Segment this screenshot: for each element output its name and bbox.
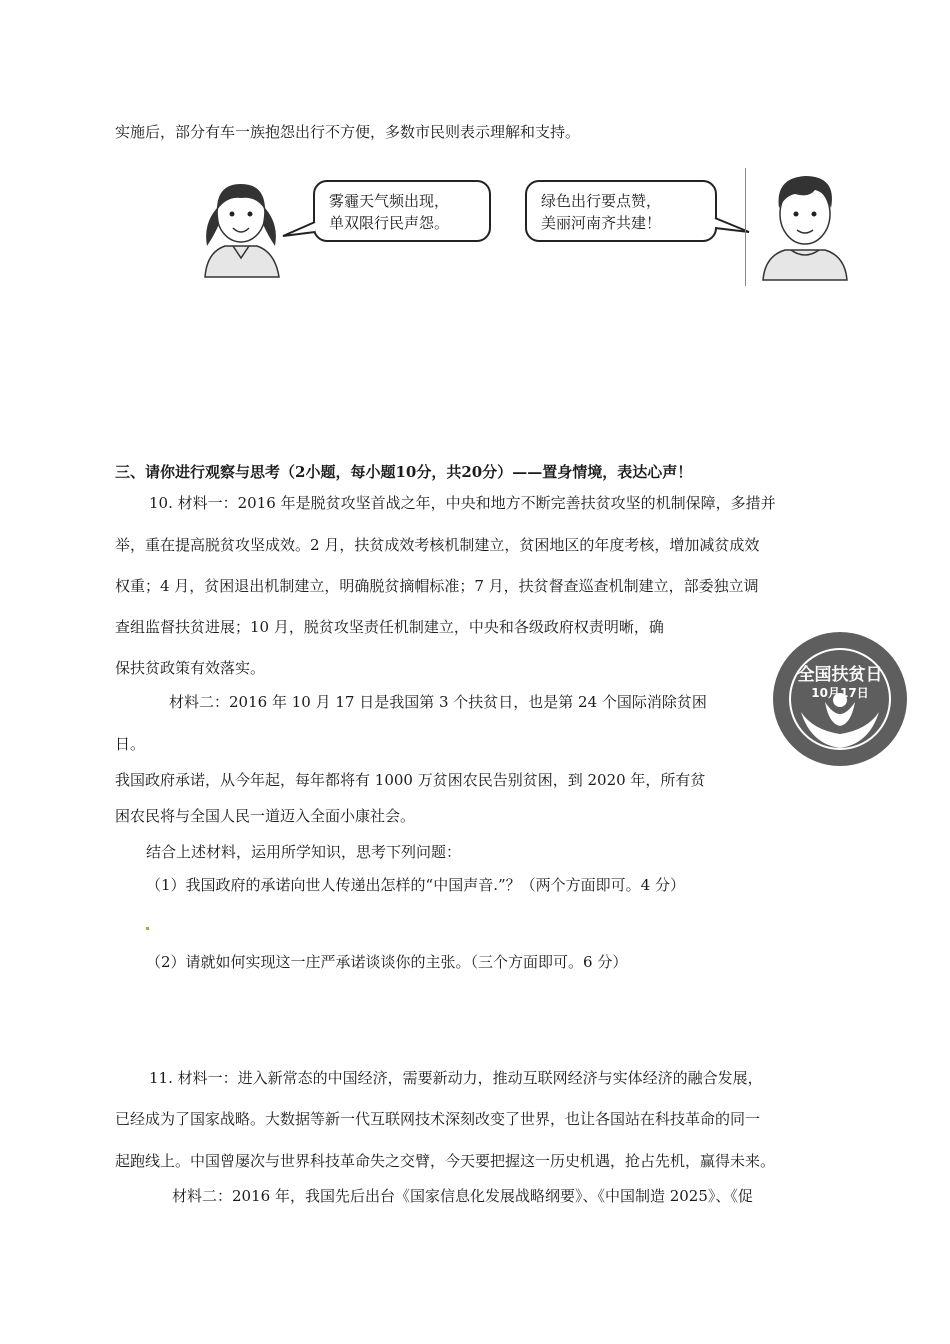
- q11-line-4: 材料二：2016 年，我国先后出台《国家信息化发展战略纲要》、《中国制造 2025》、《促: [172, 1187, 753, 1205]
- seal-title: 全国扶贫日: [797, 665, 883, 685]
- q11-line-1: 11. 材料一：进入新常态的中国经济，需要新动力，推动互联网经济与实体经济的融合发展，: [149, 1069, 763, 1087]
- q11-line-2: 已经成为了国家战略。大数据等新一代互联网技术深刻改变了世界，也让各国站在科技革命的同一: [115, 1110, 761, 1128]
- seal-date: 10月17日: [811, 686, 869, 700]
- boy-speech-bubble: [525, 180, 717, 242]
- q11-line-3: 起跑线上。中国曾屡次与世界科技革命失之交臂，今天要把握这一历史机遇，抢占先机，赢得未来。: [115, 1152, 776, 1170]
- q10-question-2: （2）请就如何实现这一庄严承诺谈谈你的主张。（三个方面即可。6 分）: [146, 953, 628, 971]
- girl-bubble-tail: [281, 220, 321, 240]
- comic-illustration: [195, 168, 860, 288]
- section-heading: 三、请你进行观察与思考（2小题，每小题10分，共20分）——置身情境，表达心声！: [115, 463, 693, 481]
- q10-line-5: 保扶贫政策有效落实。: [115, 659, 266, 677]
- q10-line-2: 举，重在提高脱贫攻坚成效。2 月，扶贫成效考核机制建立，贫困地区的年度考核，增加减贫成效: [115, 536, 760, 554]
- girl-illustration: [195, 172, 290, 282]
- q10-line-1: 10. 材料一：2016 年是脱贫攻坚首战之年，中央和地方不断完善扶贫攻坚的机制保障，多措并: [149, 494, 776, 512]
- q10-line-10: 结合上述材料，运用所学知识，思考下列问题：: [146, 843, 462, 861]
- boy-illustration: [755, 168, 855, 283]
- q10-line-8: 我国政府承诺，从今年起，每年都将有 1000 万贫困农民告别贫困，到 2020 年，所有贫: [115, 771, 706, 789]
- boy-bubble-line-2: 美丽河南齐共建！: [541, 214, 662, 232]
- girl-bubble-line-2: 单双限行民声怨。: [329, 214, 450, 232]
- q10-line-9: 困农民将与全国人民一道迈入全面小康社会。: [115, 807, 416, 825]
- boy-bubble-line-1: 绿色出行要点赞，: [541, 192, 662, 210]
- girl-bubble-line-1: 雾霾天气频出现，: [329, 192, 450, 210]
- q10-line-3: 权重；4 月，贫困退出机制建立，明确脱贫摘帽标准；7 月，扶贫督查巡查机制建立，部委独立调: [115, 577, 759, 595]
- q10-line-6: 材料二：2016 年 10 月 17 日是我国第 3 个扶贫日，也是第 24 个国际消除贫困: [169, 693, 707, 711]
- q10-line-4: 查组监督扶贫进展；10 月，脱贫攻坚责任机制建立，中央和各级政府权责明晰，确: [115, 618, 664, 636]
- poverty-day-seal: [771, 630, 909, 768]
- intro-line: 实施后，部分有车一族抱怨出行不方便，多数市民则表示理解和支持。: [115, 123, 581, 141]
- q10-line-7: 日。: [115, 735, 146, 753]
- q10-question-1: （1）我国政府的承诺向世人传递出怎样的“中国声音.”？（两个方面即可。4 分）: [146, 876, 685, 894]
- dot-marker: [146, 927, 149, 930]
- girl-speech-bubble: [313, 180, 491, 242]
- panel-divider: [745, 168, 746, 286]
